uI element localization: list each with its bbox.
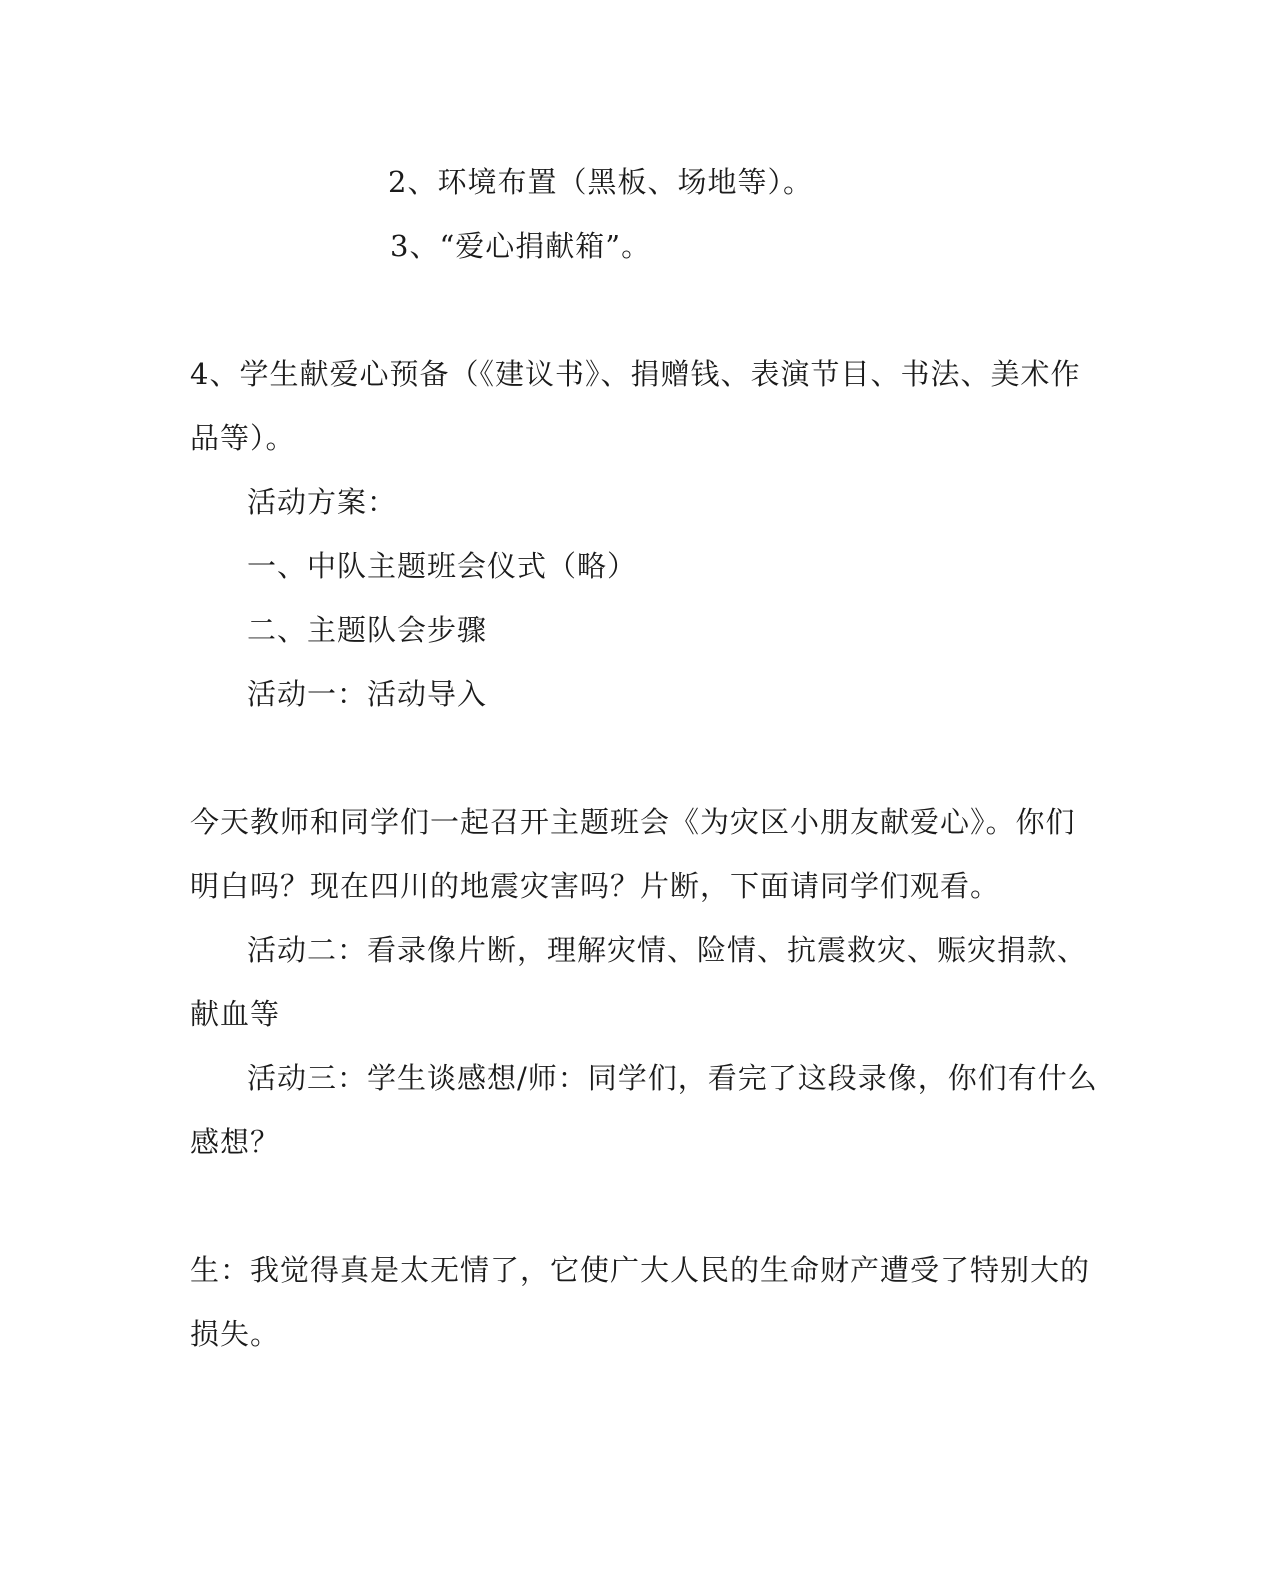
text-line: 二、主题队会步骤	[247, 613, 488, 647]
text-line: 损失。	[190, 1317, 281, 1351]
text-line: 活动三：学生谈感想/师：同学们，看完了这段录像，你们有什么	[247, 1061, 1098, 1095]
text-line: 2、环境布置（黑板、场地等）。	[388, 165, 813, 199]
text-line: 品等）。	[190, 421, 296, 455]
text-line: 感想？	[190, 1125, 281, 1159]
text-line: 4、学生献爱心预备（《建议书》、捐赠钱、表演节目、书法、美术作	[190, 357, 1081, 391]
text-line: 活动二：看录像片断，理解灾情、险情、抗震救灾、赈灾捐款、	[247, 933, 1088, 967]
text-line: 献血等	[190, 997, 281, 1031]
text-line: 活动方案：	[247, 485, 398, 519]
text-line: 一、中队主题班会仪式（略）	[247, 549, 638, 583]
text-line: 明白吗？现在四川的地震灾害吗？片断，下面请同学们观看。	[190, 869, 1001, 903]
text-line: 生：我觉得真是太无情了，它使广大人民的生命财产遭受了特别大的	[190, 1253, 1091, 1287]
text-line: 今天教师和同学们一起召开主题班会《为灾区小朋友献爱心》。你们	[190, 805, 1076, 839]
text-line: 活动一：活动导入	[247, 677, 488, 711]
text-line: 3、“爱心捐献箱”。	[390, 229, 652, 263]
